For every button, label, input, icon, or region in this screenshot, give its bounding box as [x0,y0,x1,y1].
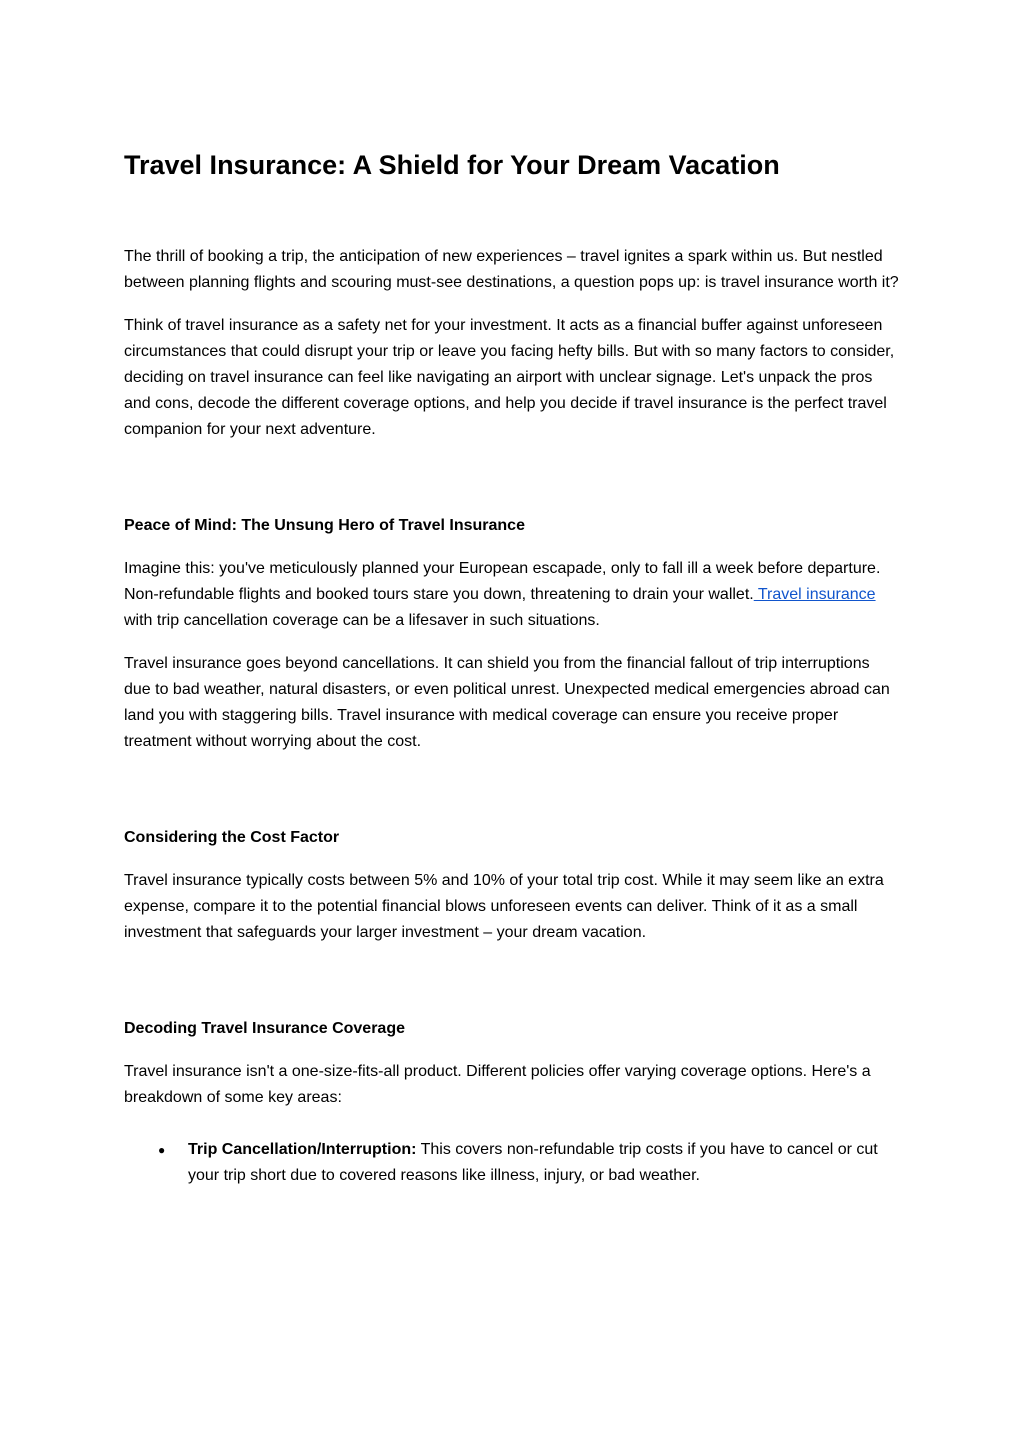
section-heading-cost-factor: Considering the Cost Factor [124,829,340,846]
document-title: Travel Insurance: A Shield for Your Dream Vacation [124,150,780,180]
section1-text-before-link: Imagine this: you've meticulously planned your European escapade, only to fall ill a week before departure. Non-refundable flights and booked tours stare you down, threatening to drain your wallet. [124,560,881,603]
bullet-lead-text: Trip Cancellation/Interruption: [188,1141,417,1158]
section2-paragraph-1: Travel insurance typically costs between 5% and 10% of your total trip cost. While it may seem like an extra expense, compare it to the potential financial blows unforeseen events can deliver. Think of it as a small investment that safeguards your larger investment – your dream vacation. [124,872,884,941]
list-item-trip-cancellation [158,1137,900,1189]
section1-paragraph-1 [124,556,900,634]
section-heading-peace-of-mind: Peace of Mind: The Unsung Hero of Travel Insurance [124,517,525,534]
intro-paragraph-1: The thrill of booking a trip, the anticipation of new experiences – travel ignites a spark within us. But nestled between planning flights and scouring must-see destinations, a question pops up: is travel insurance worth it? [124,248,899,291]
section1-paragraph-2: Travel insurance goes beyond cancellations. It can shield you from the financial fallout of trip interruptions due to bad weather, natural disasters, or even political unrest. Unexpected medical emergencies abroad can land you with staggering bills. Travel insurance with medical coverage can ensure you receive proper treatment without worrying about the cost. [124,655,890,750]
section3-paragraph-1: Travel insurance isn't a one-size-fits-all product. Different policies offer varying coverage options. Here's a breakdown of some key areas: [124,1063,871,1106]
bullet-body-text: This covers non-refundable trip costs if you have to cancel or cut your trip short due to covered reasons like illness, injury, or bad weather. [188,1141,878,1184]
coverage-bullet-list [124,1137,900,1189]
intro-paragraph-2: Think of travel insurance as a safety net for your investment. It acts as a financial buffer against unforeseen circumstances that could disrupt your trip or leave you facing hefty bills. But with so many factors to consider, deciding on travel insurance can feel like navigating an airport with unclear signage. Let's unpack the pros and cons, decode the different coverage options, and help you decide if travel insurance is the perfect travel companion for your next adventure. [124,317,895,438]
bullet-icon: ● [158,1143,166,1157]
section-heading-decoding-coverage: Decoding Travel Insurance Coverage [124,1020,405,1037]
section1-text-after-link: with trip cancellation coverage can be a lifesaver in such situations. [124,612,600,629]
travel-insurance-link[interactable]: Travel insurance [753,586,876,603]
